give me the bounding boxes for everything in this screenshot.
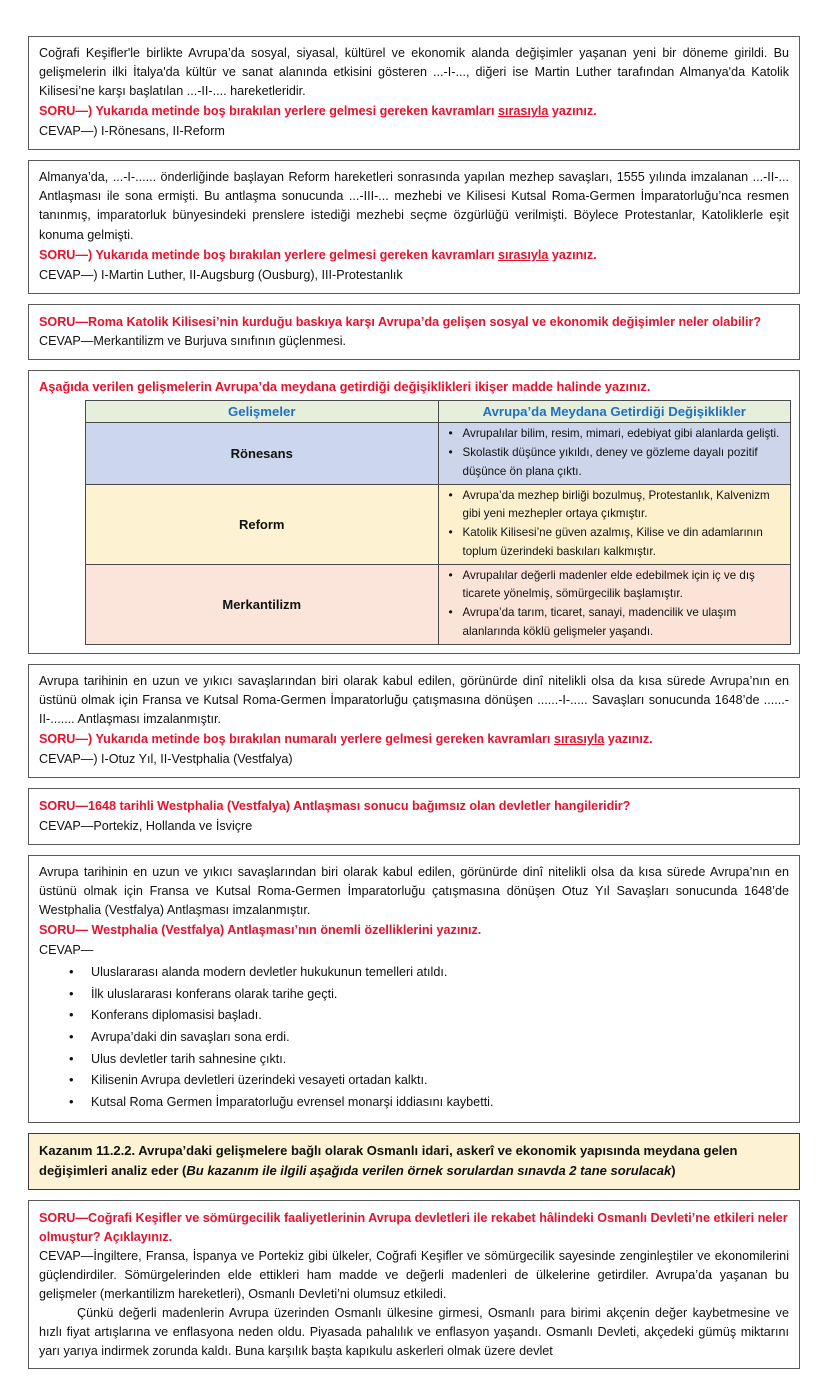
question-prefix: SORU—) Yukarıda metinde boş bırakılan yerlere gelmesi gereken kavramları (39, 104, 498, 119)
answer-bullet-list (39, 962, 789, 1114)
list-item: • İlk uluslararası konferans olarak tarihe geçti. (91, 984, 789, 1006)
table-item-list (441, 487, 787, 562)
table-cell-items (438, 564, 791, 644)
table-item-list (441, 567, 787, 642)
learning-outcome-tail: ) (671, 1162, 676, 1178)
question-line (39, 730, 789, 749)
learning-outcome-block (28, 1133, 800, 1190)
question-block-3 (28, 304, 800, 361)
list-item: • Katolik Kilisesi’ne güven azalmış, Kilise ve din adamlarının toplum üzerindeki baskıları kalkmıştır. (463, 524, 787, 562)
list-item: • Avrupa’da mezhep birliği bozulmuş, Protestanlık, Kalvenizm gibi yeni mezhepler ortaya çıkmıştır. (463, 487, 787, 525)
table-header-cell-changes: Avrupa’da Meydana Getirdiği Değişiklikler (438, 401, 791, 423)
question-underlined-word: sırasıyla (497, 247, 549, 262)
list-item: • Kutsal Roma Germen İmparatorluğu evrensel monarşi iddiasını kaybetti. (91, 1092, 789, 1114)
question-line: SORU— Westphalia (Vestfalya) Antlaşması’nın önemli özelliklerini yazınız. (39, 923, 482, 938)
answer-line: CEVAP—Portekiz, Hollanda ve İsviçre (39, 818, 253, 833)
list-item: • Uluslararası alanda modern devletler hukukunun temelleri atıldı. (91, 962, 789, 984)
table-cell-name: Merkantilizm (86, 564, 439, 644)
passage-text: Avrupa tarihinin en uzun ve yıkıcı savaşlarından biri olarak kabul edilen, görünürde dinî nitelikli olsa da kısa sürede Avrupa’nın en üstünü olmak için Fransa ve Kutsal Roma-Germen İmparatorluğu çatışmasına dönüşen Otuz Yıl Savaşları sonucunda 1648’de Westphalia (Vestfalya) Antlaşması imzalanmıştır. (39, 864, 789, 918)
table-cell-items (438, 423, 791, 484)
list-item: • Avrupa’da tarım, ticaret, sanayi, madencilik ve ulaşım alanlarında köklü gelişmeler yaşandı. (463, 604, 787, 642)
table-block (28, 370, 800, 654)
answer-label: CEVAP— (39, 943, 94, 958)
question-block-9 (28, 1200, 800, 1369)
table-cell-name: Rönesans (86, 423, 439, 484)
question-block-2 (28, 160, 800, 293)
question-line (39, 246, 789, 265)
question-line: SORU—Roma Katolik Kilisesi’nin kurduğu baskıya karşı Avrupa’da gelişen sosyal ve ekonomik değişimler neler olabilir? (39, 314, 762, 329)
table-header-cell-developments: Gelişmeler (86, 401, 439, 423)
question-suffix: yazınız. (548, 247, 597, 262)
table-cell-items (438, 484, 791, 564)
question-prefix: SORU—) Yukarıda metinde boş bırakılan numaralı yerlere gelmesi gereken kavramları (39, 732, 554, 747)
table-row (86, 564, 791, 644)
answer-paragraph-1: CEVAP—İngiltere, Fransa, İspanya ve Portekiz gibi ülkeler, Coğrafi Keşifler ve sömürgecilik sayesinde zenginleştiler ve ekonomilerini güçlendirdiler. Sömürgelerinden elde ettikleri ham madde ve değerli madenleri de ülkelerine getirdiler. Avrupa’da yaşanan bu gelişmeler (merkantilizm hareketleri), Osmanlı Devleti’ni olumsuz etkiledi. (39, 1248, 789, 1301)
list-item: • Avrupalılar değerli madenler elde edebilmek için iç ve dış ticarete yönelmiş, sömürgecilik başlamıştır. (463, 567, 787, 605)
question-block-1 (28, 36, 800, 150)
list-item: • Avrupa’daki din savaşları sona erdi. (91, 1027, 789, 1049)
answer-paragraph-2: Çünkü değerli madenlerin Avrupa üzerinden Osmanlı ülkesine girmesi, Osmanlı para birimi akçenin değer kaybetmesine ve hızlı fiyat artışlarına ve enflasyona neden oldu. Piyasada pahalılık ve enflasyon yaşandı. Osmanlı Devleti, akçedeki gümüş miktarını yarı yarıya indirmek zorunda kaldı. Buna karşılık başta kapıkulu askerleri olmak üzere devlet (39, 1306, 789, 1359)
table-header-row (86, 401, 791, 423)
question-line (39, 102, 789, 121)
learning-outcome-note: Bu kazanım ile ilgili aşağıda verilen örnek sorulardan sınavda 2 tane sorulacak (186, 1162, 672, 1178)
table-item-list (441, 425, 787, 481)
question-suffix: yazınız. (548, 104, 597, 119)
passage-text: Coğrafi Keşifler'le birlikte Avrupa’da sosyal, siyasal, kültürel ve ekonomik alanda değişimler yaşanan yeni bir döneme girildi. Bu gelişmelerin ilki İtalya'da kültür ve sanat alanında etkisini gösteren ...-I-..., diğeri ise Martin Luther tarafından Almanya'da Katolik Kilisesi’ne karşı başlatılan ...-II-.... hareketleridir. (39, 46, 789, 99)
question-underlined-word: sırasıyla (553, 732, 605, 747)
question-block-5 (28, 664, 800, 778)
table-row (86, 423, 791, 484)
question-block-6 (28, 788, 800, 845)
learning-outcome-main: Kazanım 11.2.2. Avrupa’daki gelişmelere bağlı olarak Osmanlı idari, askerî ve ekonomik yapısında meydana gelen değişimleri analiz eder ( (39, 1142, 738, 1178)
worksheet-content (28, 36, 800, 1379)
question-line: SORU—1648 tarihli Westphalia (Vestfalya) Antlaşması sonucu bağımsız olan devletler hangileridir? (39, 799, 631, 814)
list-item: • Konferans diplomasisi başladı. (91, 1005, 789, 1027)
passage-text: Avrupa tarihinin en uzun ve yıkıcı savaşlarından biri olarak kabul edilen, görünürde dinî nitelikli olsa da kısa sürede Avrupa’nın en üstünü olmak için Fransa ve Kutsal Roma-Germen İmparatorluğu çatışmasına dönüşen ......-I-..... Savaşları sonucunda 1648’de ......-II-....... Antlaşması imzalanmıştır. (39, 673, 789, 727)
list-item: • Skolastik düşünce yıkıldı, deney ve gözleme dayalı pozitif düşünce ön plana çıktı. (463, 444, 787, 482)
answer-line: CEVAP—) I-Martin Luther, II-Augsburg (Ousburg), III-Protestanlık (39, 267, 403, 282)
question-block-7 (28, 855, 800, 1123)
list-item: • Ulus devletler tarih sahnesine çıktı. (91, 1049, 789, 1071)
question-line: SORU—Coğrafi Keşifler ve sömürgecilik faaliyetlerinin Avrupa devletleri ile rekabet hâlindeki Osmanlı Devleti’ne etkileri neler olmuştur? Açıklayınız. (39, 1210, 788, 1244)
answer-line: CEVAP—) I-Rönesans, II-Reform (39, 124, 225, 139)
passage-text: Almanya’da, ...-I-...... önderliğinde başlayan Reform hareketleri sonrasında yapılan mezhep savaşları, 1555 yılında imzalanan ...-II-... Antlaşması ile sona ermişti. Bu antlaşma sonucunda ...-III-... mezhebi ve Kilisesi Kutsal Roma-Germen İmparatorluğu’nca resmen tanınmış, imparatorluk bünyesindeki prenslere istediği mezhebi seçme özgürlüğü verilmişti. Böylece Protestanlar, Katoliklerle eşit konuma gelmişti. (39, 170, 789, 242)
list-item: • Kilisenin Avrupa devletleri üzerindeki vesayeti ortadan kalktı. (91, 1070, 789, 1092)
answer-line: CEVAP—Merkantilizm ve Burjuva sınıfının güçlenmesi. (39, 334, 347, 349)
table-row (86, 484, 791, 564)
learning-outcome-text (39, 1141, 789, 1181)
table-cell-name: Reform (86, 484, 439, 564)
question-prefix: SORU—) Yukarıda metinde boş bırakılan yerlere gelmesi gereken kavramları (39, 247, 498, 262)
list-item: • Avrupalılar bilim, resim, mimari, edebiyat gibi alanlarda gelişti. (463, 425, 787, 444)
developments-table (85, 400, 791, 645)
question-underlined-word: sırasıyla (497, 104, 549, 119)
answer-line: CEVAP—) I-Otuz Yıl, II-Vestphalia (Vestfalya) (39, 752, 293, 767)
table-instruction: Aşağıda verilen gelişmelerin Avrupa’da meydana getirdiği değişiklikleri ikişer madde halinde yazınız. (39, 379, 651, 395)
question-suffix: yazınız. (604, 732, 653, 747)
